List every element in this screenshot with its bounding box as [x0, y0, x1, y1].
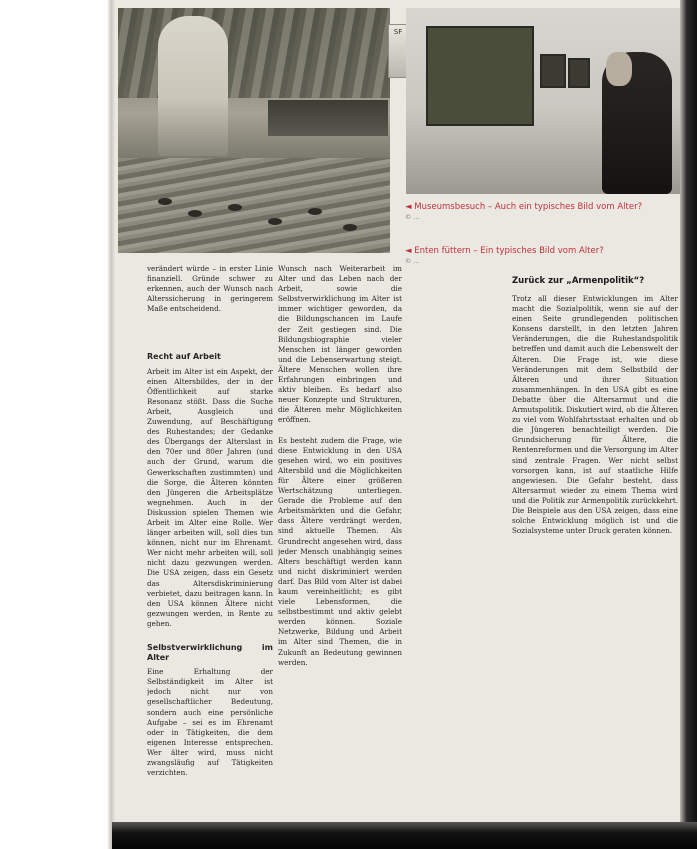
page-edge-shadow: [680, 0, 697, 849]
col1-intro: verändert würde – in erster Linie finanziell. Gründe schwer zu erkennen, auch der Wunsch nach Alterssicherung in geringerem Maße entscheidend.: [147, 264, 273, 314]
column-1: [147, 264, 273, 819]
logo-text: SF: [393, 28, 403, 36]
heading-selbstverwirklichung: Selbstverwirklichung im Alter: [147, 643, 273, 663]
duck: [228, 204, 242, 211]
caption-ducks-text: ◄ Enten füttern – Ein typisches Bild vom Alter?: [405, 246, 604, 256]
duck: [188, 210, 202, 217]
caption-museum-text: ◄ Museumsbesuch – Auch ein typisches Bild vom Alter?: [405, 202, 643, 212]
heading-armenpolitik: Zurück zur „Armenpolitik“?: [512, 276, 645, 286]
duck: [308, 208, 322, 215]
column-2: [278, 264, 402, 819]
visitor-face: [606, 52, 632, 86]
magazine-logo: [388, 24, 408, 78]
caption-museum-credit: © ...: [405, 213, 420, 221]
duck: [268, 218, 282, 225]
photo-feeding-ducks: [118, 158, 390, 253]
page-bottom-shadow: [112, 822, 697, 849]
col1-section1-text: Arbeit im Alter ist ein Aspekt, der einen Altersbildes, der in der Öffentlichkeit auf starke Resonanz stößt. Dass die Suche Arbeit, Ausgleich und Zuwendung, auf Beschäftigung des Ruhestandes; der Gedanke des Übergangs der Alterslast in den 70er und 80er Jahren (und auch der Grund, warum die Gewerkschaften zustimmten) und die Sorge, die Älteren könnten den Jüngeren die Arbeitsplätze wegnehmen. Auch in der Diskussion spielen Themen wie Arbeit im Alter eine Rolle. Wer länger arbeiten will, soll dies tun können, nicht nur im Ehrenamt. Wer nicht mehr arbeiten will, soll nicht dazu gezwungen werden. Die USA zeigen, dass ein Gesetz das Altersdiskriminierung verbietet, dazu beitragen kann. In den USA können Ältere nicht gezwungen werden, in Rente zu gehen.: [147, 366, 273, 628]
col2-text: Wunsch nach Weiterarbeit im Alter und das Leben nach der Arbeit, sowie die Selbstverwirklichung im Alter ist immer wichtiger geworden, da die Bildungschancen im Laufe der Zeit gestiegen sind. Die Bildungsbiographie vieler Menschen ist länger geworden und die Lebenserwartung steigt. Ältere Menschen wollen ihre Erfahrungen einbringen und aktiv bleiben. Es bedarf also neuer Konzepte und Strukturen, die Älteren mehr Möglichkeiten eröffnen. Es besteht zudem die Frage, wie diese Entwicklung in den USA gesehen wird, wo ein positives Altersbild und die Möglichkeiten für Ältere einer größeren Wertschätzung unterliegen. Gerade die Probleme auf den Arbeitsmärkten und die Gefahr, dass Ältere verdrängt werden, sind aktuelle Themen. Als Grundrecht angesehen wird, dass jeder Mensch unabhängig seines Alters beschäftigt werden kann und nicht diskriminiert werden darf. Das Bild vom Alter ist dabei kaum vereinheitlicht; es gibt viele Lebensformen, die selbstbestimmt und aktiv gelebt werden können. Soziale Netzwerke, Bildung und Arbeit im Alter sind Themen, die in Zukunft an Bedeutung gewinnen werden.: [278, 264, 402, 667]
column-3: [512, 294, 678, 819]
caption-ducks-credit: © ...: [405, 257, 420, 265]
photo-woman-with-bags: [118, 8, 390, 158]
photo-figure: [158, 16, 228, 156]
caption-museum: [405, 202, 642, 222]
painting: [568, 58, 590, 88]
page-fold: [107, 0, 115, 849]
photo-bench: [268, 100, 388, 136]
col1-section2-text: Eine Erhaltung der Selbständigkeit im Alter ist jedoch nicht nur von gesellschaftlicher Bedeutung, sondern auch eine persönliche Aufgabe – sei es im Ehrenamt oder in Tätigkeiten, die dem eigenen Interesse entsprechen. Wer älter wird, muss nicht zwangsläufig auf Tätigkeiten verzichten.: [147, 667, 273, 778]
duck: [343, 224, 357, 231]
heading-recht-auf-arbeit: Recht auf Arbeit: [147, 352, 221, 362]
painting: [426, 26, 534, 126]
painting: [540, 54, 566, 88]
duck: [158, 198, 172, 205]
caption-ducks: [405, 246, 604, 266]
photo-museum-visit: [406, 8, 680, 194]
col3-text: Trotz all dieser Entwicklungen im Alter macht die Sozialpolitik, wenn sie auf der einen Seite grundlegenden politischen Konsens darstellt, in den letzten Jahren Veränderungen, die die Ruhestandspolitik betreffen und damit auch die Lebenswelt der Älteren. Die Frage ist, wie diese Veränderungen mit dem Selbstbild der Älteren und ihrer Situation zusammenhängen. In den USA gibt es eine Debatte über die Altersarmut und die Armutspolitik. Diskutiert wird, ob die Älteren zu viel vom Wohlfahrtsstaat erhalten und ob die Jüngeren benachteiligt werden. Die Grundsicherung für Ältere, die Rentenreformen und die Versorgung im Alter sind zentrale Fragen. Wer nicht selbst vorsorgen kann, ist auf staatliche Hilfe angewiesen. Die Gefahr besteht, dass Altersarmut wieder zu einem Thema wird und die Politik zur Armenpolitik zurückkehrt. Die Beispiele aus den USA zeigen, dass eine solche Entwicklung möglich ist und die Sozialsysteme unter Druck geraten können.: [512, 294, 678, 536]
